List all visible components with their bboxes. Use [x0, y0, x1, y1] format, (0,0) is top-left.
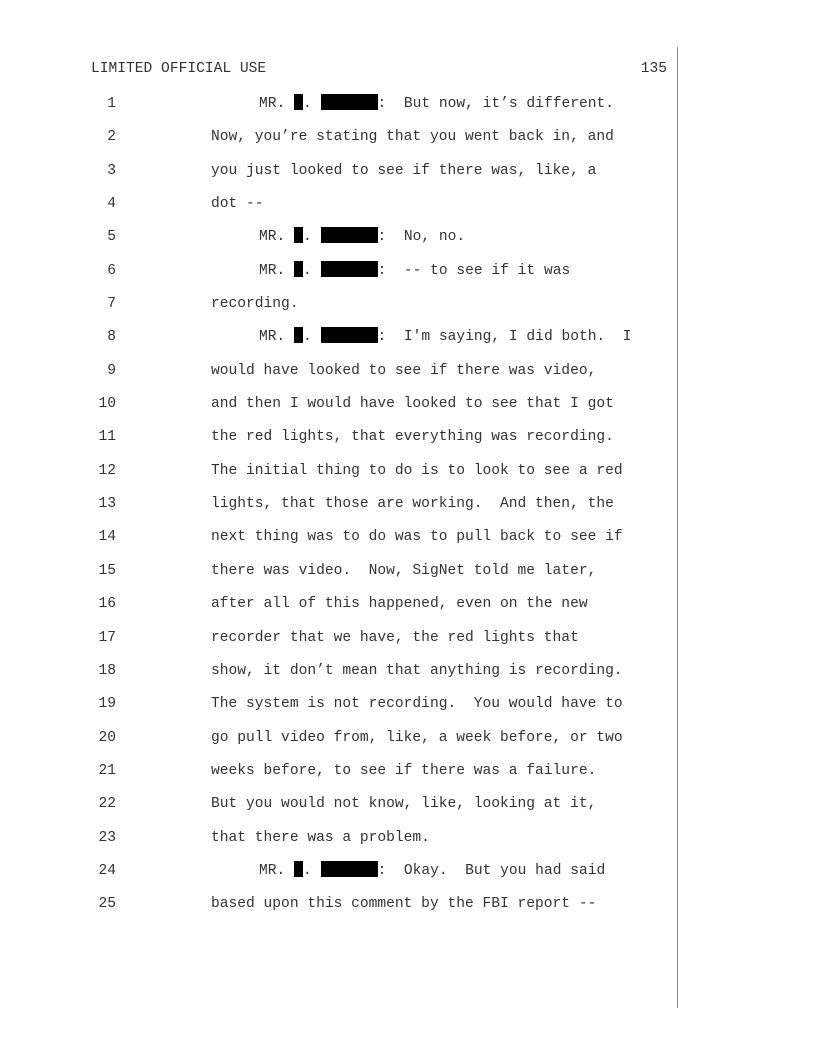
redaction-initial: [294, 327, 303, 343]
line-text: and then I would have looked to see that I got: [211, 396, 614, 413]
redaction-name: [321, 261, 378, 277]
transcript-line: [0, 828, 816, 861]
transcript-line: [0, 494, 816, 527]
line-number: 16: [98, 596, 116, 613]
speaker-separator: .: [303, 862, 321, 879]
line-text: Now, you’re stating that you went back in, and: [211, 129, 614, 146]
transcript-line: [0, 461, 816, 494]
line-number: 18: [98, 662, 116, 679]
line-number: 11: [98, 429, 116, 446]
line-text: that there was a problem.: [211, 829, 430, 846]
line-number: 25: [98, 896, 116, 913]
line-text: recorder that we have, the red lights that: [211, 629, 579, 646]
line-text: after all of this happened, even on the new: [211, 596, 588, 613]
speaker-honorific: MR.: [259, 229, 295, 246]
transcript-line: [0, 794, 816, 827]
line-number: 24: [98, 862, 116, 879]
line-number: 23: [98, 829, 116, 846]
transcript-line: [0, 628, 816, 661]
line-number: 15: [98, 562, 116, 579]
transcript-line: [0, 861, 816, 894]
transcript-line: [0, 294, 816, 327]
transcript-line: [0, 194, 816, 227]
speaker-separator: .: [303, 229, 321, 246]
transcript-line: [0, 394, 816, 427]
redaction-name: [321, 94, 378, 110]
line-number: 13: [98, 496, 116, 513]
line-number: 22: [98, 796, 116, 813]
line-text: But you would not know, like, looking at it,: [211, 796, 597, 813]
line-number: 14: [98, 529, 116, 546]
speaker-separator: .: [303, 262, 321, 279]
line-number: 9: [107, 362, 116, 379]
transcript-line: [0, 594, 816, 627]
line-number: 19: [98, 696, 116, 713]
speaker-line: [259, 861, 605, 881]
line-text: weeks before, to see if there was a failure.: [211, 762, 597, 779]
transcript-line: [0, 661, 816, 694]
speaker-statement: : -- to see if it was: [377, 262, 571, 279]
speaker-line: [259, 261, 570, 281]
redaction-name: [321, 327, 378, 343]
line-number: 3: [107, 162, 116, 179]
line-number: 4: [107, 196, 116, 213]
speaker-honorific: MR.: [259, 862, 295, 879]
line-text: based upon this comment by the FBI report --: [211, 896, 597, 913]
line-text: dot --: [211, 196, 264, 213]
speaker-statement: : Okay. But you had said: [377, 862, 606, 879]
transcript-line: [0, 161, 816, 194]
speaker-line: [259, 94, 614, 114]
transcript-line: [0, 427, 816, 460]
line-number: 20: [98, 729, 116, 746]
redaction-name: [321, 227, 378, 243]
speaker-separator: .: [303, 329, 321, 346]
line-text: lights, that those are working. And then, the: [211, 496, 614, 513]
line-number: 1: [107, 96, 116, 112]
transcript-line: [0, 127, 816, 160]
speaker-separator: .: [303, 96, 321, 112]
line-number: 8: [107, 329, 116, 346]
classification-header: LIMITED OFFICIAL USE: [91, 61, 267, 77]
speaker-honorific: MR.: [259, 96, 295, 112]
line-number: 6: [107, 262, 116, 279]
redaction-name: [321, 861, 378, 877]
speaker-line: [259, 227, 465, 247]
transcript-line: [0, 728, 816, 761]
line-text: recording.: [211, 296, 299, 313]
line-number: 5: [107, 229, 116, 246]
transcript-line: [0, 561, 816, 594]
speaker-honorific: MR.: [259, 329, 295, 346]
page-number: 135: [640, 61, 667, 77]
line-text: would have looked to see if there was video,: [211, 362, 597, 379]
transcript-line: [0, 694, 816, 727]
line-text: The initial thing to do is to look to see a red: [211, 462, 623, 479]
line-text: the red lights, that everything was recording.: [211, 429, 614, 446]
transcript-line: [0, 761, 816, 794]
line-text: next thing was to do was to pull back to see if: [211, 529, 623, 546]
transcript-line: [0, 894, 816, 927]
transcript-line: [0, 327, 816, 360]
transcript-line: [0, 94, 816, 127]
speaker-honorific: MR.: [259, 262, 295, 279]
speaker-statement: : No, no.: [377, 229, 466, 246]
line-number: 21: [98, 762, 116, 779]
line-text: there was video. Now, SigNet told me later,: [211, 562, 597, 579]
line-number: 2: [107, 129, 116, 146]
line-text: go pull video from, like, a week before, or two: [211, 729, 623, 746]
redaction-initial: [294, 261, 303, 277]
transcript-lines: [0, 94, 816, 928]
transcript-line: [0, 227, 816, 260]
line-number: 7: [107, 296, 116, 313]
line-number: 17: [98, 629, 116, 646]
redaction-initial: [294, 227, 303, 243]
transcript-line: [0, 261, 816, 294]
transcript-line: [0, 527, 816, 560]
speaker-statement: : I'm saying, I did both. I: [377, 329, 632, 346]
line-number: 10: [98, 396, 116, 413]
transcript-line: [0, 361, 816, 394]
line-text: you just looked to see if there was, like, a: [211, 162, 597, 179]
speaker-statement: : But now, it’s different.: [377, 96, 615, 112]
speaker-line: [259, 327, 632, 347]
line-text: show, it don’t mean that anything is recording.: [211, 662, 623, 679]
line-number: 12: [98, 462, 116, 479]
redaction-initial: [294, 94, 303, 110]
line-text: The system is not recording. You would have to: [211, 696, 623, 713]
redaction-initial: [294, 861, 303, 877]
